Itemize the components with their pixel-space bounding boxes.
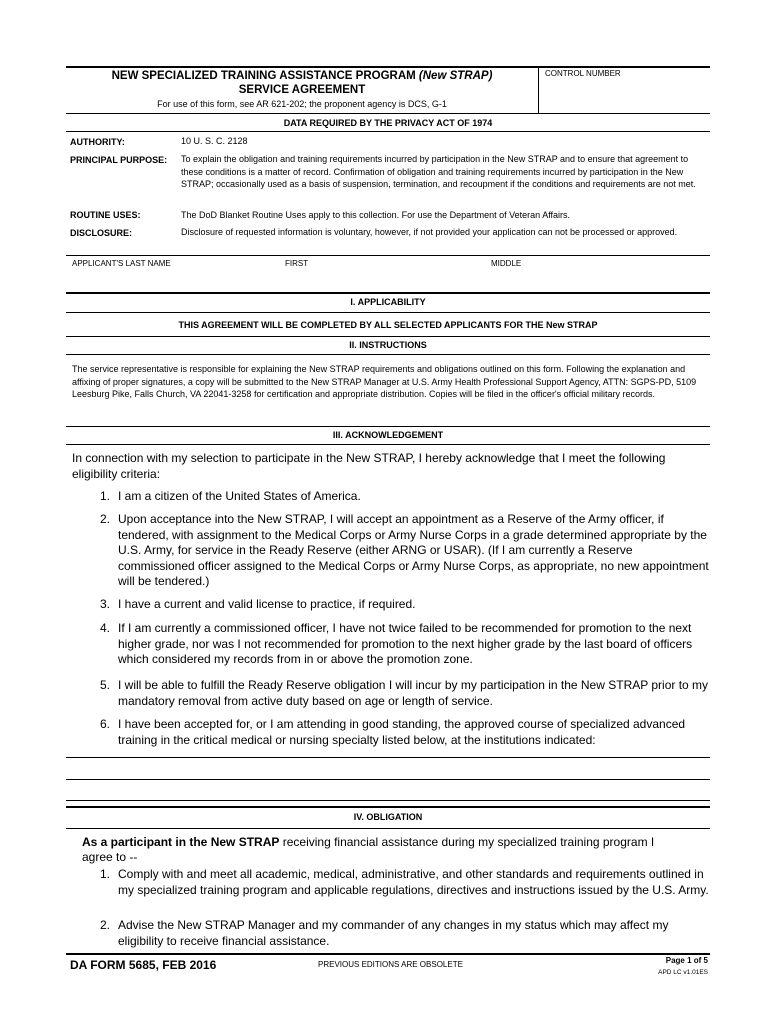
apd-version: APD LC v1.01ES [658, 969, 708, 976]
section4-top-border [66, 806, 710, 808]
section4-lead-rest: receiving financial assistance during my specialized training program I [282, 835, 655, 849]
footer-border [66, 953, 710, 955]
section1-heading: I. APPLICABILITY [350, 297, 426, 307]
routine-uses-value: The DoD Blanket Routine Uses apply to this collection. For use the Department of Veteran Affairs. [181, 210, 571, 220]
first-name-label: FIRST [285, 259, 309, 268]
ack-item-number: 5. [99, 678, 110, 692]
section2-top-border [66, 336, 710, 337]
section4-lead-bold: As a participant in the New STRAP [82, 835, 280, 849]
section3-heading-border [66, 444, 710, 445]
ack-item-number: 6. [99, 717, 110, 731]
privacy-heading: DATA REQUIRED BY THE PRIVACY ACT OF 1974 [283, 118, 493, 128]
section2-text: The service representative is responsible for explaining the New STRAP requirements and obligations outlined on this form. Following the explanation and affixing of proper signatures, a copy will be submitted to the New STRAP Manager at U.S. Army Health Professional Support Agency, ATTN: SGPS-PD, 5109 Leesburg Pike, Falls Church, VA 22041-3258 for certification and appropriate distribution. Copies will be filed in the officer's official military records. [72, 364, 697, 399]
form-title-line2: SERVICE AGREEMENT [238, 84, 366, 96]
section1-top-border [66, 292, 710, 294]
ack-item: I have a current and valid license to practice, if required. [118, 597, 416, 611]
ack-item-number: 4. [99, 621, 110, 635]
form-subtitle: For use of this form, see AR 621-202; the proponent agency is DCS, G-1 [157, 99, 447, 109]
ack-item: I have been accepted for, or I am attending in good standing, the approved course of specialized advanced training in the critical medical or nursing specialty listed below, at the institutions indicated: [118, 717, 686, 747]
ack-item: If I am currently a commissioned officer, I have not twice failed to be recommended for promotion to the next higher grade, nor was I not recommended for promotion to the next higher grade by the last board of officers which considered my records from in or above the promotion zone. [118, 621, 693, 666]
ack-item-number: 3. [99, 597, 110, 611]
header-bottom-border [66, 113, 710, 114]
form-id: DA FORM 5685, FEB 2016 [70, 958, 217, 972]
section4-heading: IV. OBLIGATION [353, 812, 423, 822]
control-number-field[interactable] [540, 80, 708, 110]
disclosure-value: Disclosure of requested information is voluntary, however, if not provided your application can not be processed or approved. [181, 227, 678, 237]
ack-item: Upon acceptance into the New STRAP, I will accept an appointment as a Reserve of the Army officer, if tendered, with assignment to the Medical Corps or Army Nurse Corps in a grade determined appropriate by the U.S. Army, for service in the Ready Reserve (either ARNG or USAR). (If I am currently a Reserve commissioned officer assigned to the Medical Corps or Army Nurse Corps, as appropriate, no new appointment will be tendered.) [118, 512, 709, 588]
obligation-item: Advise the New STRAP Manager and my commander of any changes in my status which may affect my eligibility to receive financial assistance. [118, 918, 669, 948]
middle-name-field[interactable] [489, 270, 709, 290]
routine-uses-label: ROUTINE USES: [70, 210, 141, 220]
name-top-border [66, 255, 710, 256]
specialty-line-bottom [66, 800, 710, 801]
section2-heading: II. INSTRUCTIONS [349, 340, 427, 350]
section1-text: THIS AGREEMENT WILL BE COMPLETED BY ALL SELECTED APPLICANTS FOR THE New STRAP [178, 320, 598, 330]
authority-value: 10 U. S. C. 2128 [181, 136, 248, 146]
section4-lead-line2: agree to -- [82, 850, 138, 864]
purpose-label: PRINCIPAL PURPOSE: [70, 155, 168, 165]
ack-item-number: 2. [99, 512, 110, 526]
section4-heading-border [66, 828, 710, 829]
section4-lead [82, 835, 702, 851]
form-title-line1: NEW SPECIALIZED TRAINING ASSISTANCE PROGRAM [111, 70, 416, 82]
ack-item: I will be able to fulfill the Ready Reserve obligation I will incur by my participation in the New STRAP prior to my mandatory removal from active duty based on age or length of service. [118, 678, 709, 708]
control-divider [538, 66, 539, 113]
last-name-label: APPLICANT'S LAST NAME [72, 259, 171, 268]
ack-item-number: 1. [99, 489, 110, 503]
last-name-field[interactable] [68, 270, 280, 290]
obligation-item-number: 2. [99, 918, 110, 932]
first-name-field[interactable] [283, 270, 488, 290]
purpose-value: To explain the obligation and training requirements incurred by participation in the New STRAP and to ensure that agreement to these conditions is a matter of record. Confirmation of obligation and training requirements incurred by participation in the New STRAP; occasionally used as a basis of suspension, termination, and recoupment if the conditions and requirements are not met. [181, 154, 696, 189]
top-border [66, 66, 710, 68]
section3-top-border [66, 426, 710, 427]
ack-item: I am a citizen of the United States of America. [118, 489, 361, 503]
middle-name-label: MIDDLE [491, 259, 522, 268]
authority-label: AUTHORITY: [70, 137, 125, 147]
privacy-heading-border [66, 131, 710, 132]
specialty-field[interactable] [68, 759, 708, 778]
disclosure-label: DISCLOSURE: [70, 228, 133, 238]
form-title [66, 69, 538, 97]
page-number: Page 1 of 5 [665, 956, 708, 965]
form-title-italic: (New STRAP) [418, 70, 493, 82]
section3-heading: III. ACKNOWLEDGEMENT [332, 430, 444, 440]
specialty-line-top [66, 757, 710, 758]
obligation-item: Comply with and meet all academic, medical, administrative, and other standards and requirements outlined in my specialized training program and applicable regulations, directives and instructions issued by the U.S. Army. [118, 867, 709, 897]
specialty-line-middle [66, 779, 710, 780]
institution-field[interactable] [68, 781, 708, 798]
control-number-label: CONTROL NUMBER [545, 69, 621, 78]
section2-heading-border [66, 354, 710, 355]
section3-intro: In connection with my selection to participate in the New STRAP, I hereby acknowledge that I meet the following eligibility criteria: [72, 451, 666, 481]
obligation-item-number: 1. [99, 867, 110, 881]
previous-editions-note: PREVIOUS EDITIONS ARE OBSOLETE [318, 960, 463, 969]
section1-heading-border [66, 312, 710, 313]
